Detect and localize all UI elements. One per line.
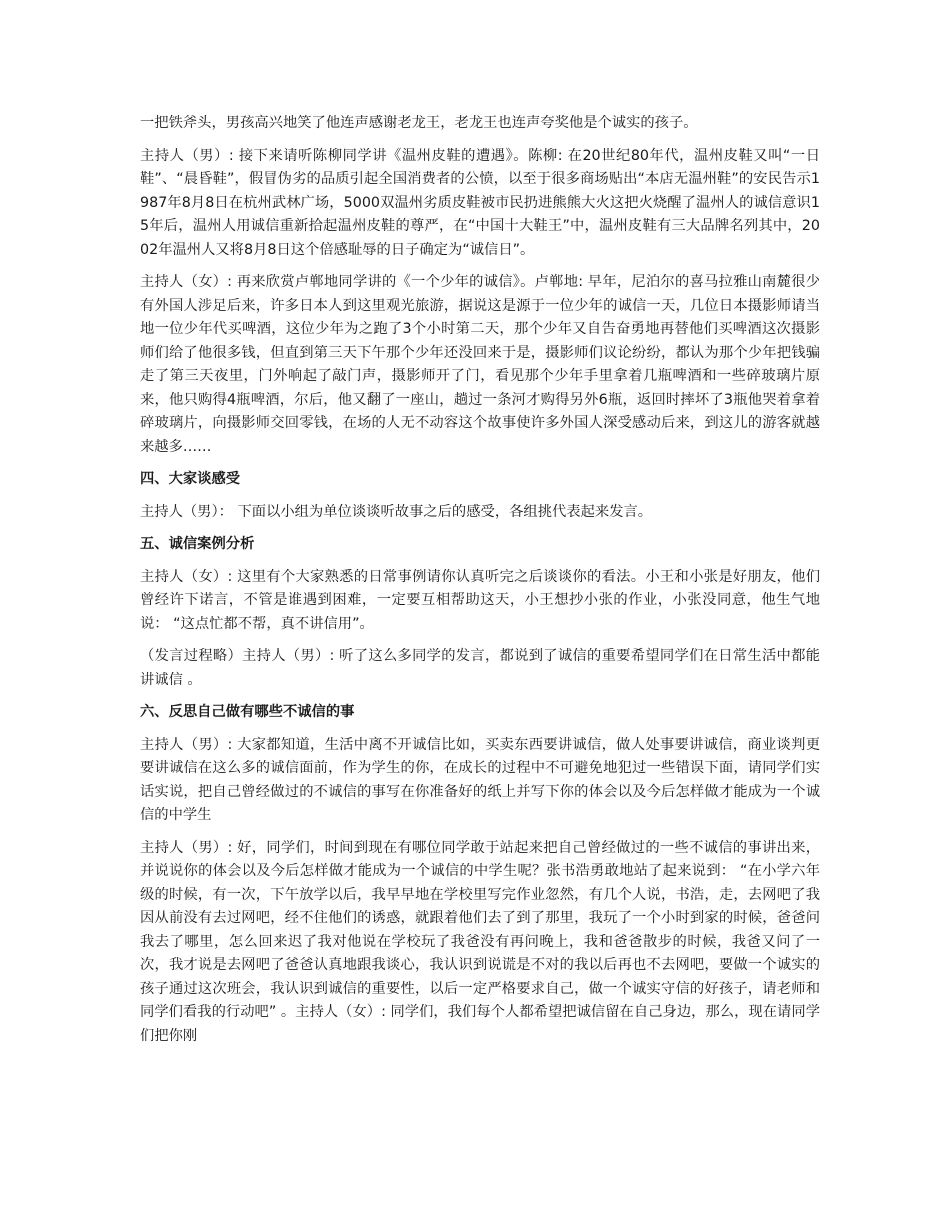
paragraph-speech-summary: （发言过程略）主持人（男）: 听了这么多同学的发言，都说到了诚信的重要希望同学们在日常生活中都能讲诚信 。 — [140, 648, 820, 688]
section-heading-4: 四、大家谈感受 — [140, 471, 241, 487]
paragraph-student-story: 主持人（男）: 好，同学们，时间到现在有哪位同学敢于站起来把自己曾经做过的一些不诚信的事讲出来，并说说你的体会以及今后怎样做才能成为一个诚信的中学生呢？张书浩勇敢地站了起来说到： “在小学六年级的时候，有一次，下午放学以后，我早早地在学校里写完作业忽然，有几个人说，书浩，走，去网吧了我因从前没有去过网吧，经不住他们的诱惑，就跟着他们去了到了那里，我玩了一个小时到家的时候，爸爸问我去了哪里，怎么回来迟了我对他说在学校玩了我爸没有再问晚上，我和爸爸散步的时候，我爸又问了一次，我才说是去网吧了爸爸认真地跟我谈心，我认识到说谎是不对的我以后再也不去网吧，要做一个诚实的孩子通过这次班会，我认识到诚信的重要性，以后一定严格要求自己，做一个诚实守信的好孩子，请老师和同学们看我的行动吧” 。主持人（女）: 同学们，我们每个人都希望把诚信留在自己身边，那么，现在请同学们把你刚 — [140, 839, 820, 1044]
paragraph-intro-ending: 一把铁斧头，男孩高兴地笑了他连声感谢老龙王，老龙王也连声夸奖他是个诚实的孩子。 — [140, 115, 698, 131]
section-heading-6: 六、反思自己做有哪些不诚信的事 — [140, 704, 355, 720]
paragraph-case-analysis: 主持人（女）: 这里有个大家熟悉的日常事例请你认真听完之后谈谈你的看法。小王和小张是好朋友，他们曾经许下诺言，不管是谁遇到困难，一定要互相帮助这天，小王想抄小张的作业，小张没同意，他生气地说： “这点忙都不帮，真不讲信用”。 — [140, 568, 820, 632]
document-page — [140, 112, 820, 1057]
paragraph-young-boy-honesty: 主持人（女）: 再来欣赏卢郸地同学讲的《一个少年的诚信》。卢郸地: 早年，尼泊尔的喜马拉雅山南麓很少有外国人涉足后来，许多日本人到这里观光旅游，据说这是源于一位少年的诚信一天，几位日本摄影师请当地一位少年代买啤酒，这位少年为之跑了3个小时第二天，那个少年又自告奋勇地再替他们买啤酒这次摄影师们给了他很多钱，但直到第三天下午那个少年还没回来于是，摄影师们议论纷纷，都认为那个少年把钱骗走了第三天夜里，门外响起了敲门声，摄影师开了门，看见那个少年手里拿着几瓶啤酒和一些碎玻璃片原来，他只购得4瓶啤酒，尔后，他又翻了一座山，趟过一条河才购得另外6瓶，返回时摔坏了3瓶他哭着拿着碎玻璃片，向摄影师交回零钱，在场的人无不动容这个故事使许多外国人深受感动后来，到这儿的游客就越来越多…… — [140, 274, 820, 455]
section-heading-5: 五、诚信案例分析 — [140, 536, 255, 552]
paragraph-wenzhou-shoes: 主持人（男）: 接下来请听陈柳同学讲《温州皮鞋的遭遇》。陈柳: 在20世纪80年代，温州皮鞋又叫“一日鞋”、“晨昏鞋”，假冒伪劣的品质引起全国消费者的公愤，以至于很多商场贴出“本店无温州鞋”的安民告示1987年8月8日在杭州武林广场，5000双温州劣质皮鞋被市民扔进熊熊大火这把火烧醒了温州人的诚信意识15年后，温州人用诚信重新拾起温州皮鞋的尊严，在“中国十大鞋王”中，温州皮鞋有三大品牌名列其中，2002年温州人又将8月8日这个倍感耻辱的日子确定为“诚信日”。 — [140, 147, 820, 258]
paragraph-reflection-prompt: 主持人（男）: 大家都知道，生活中离不开诚信比如，买卖东西要讲诚信，做人处事要讲诚信，商业谈判更要讲诚信在这么多的诚信面前，作为学生的你，在成长的过程中不可避免地犯过一些错误下面，请同学们实话实说，把自己曾经做过的不诚信的事写在你准备好的纸上并写下你的体会以及今后怎样做才能成为一个诚信的中学生 — [140, 736, 820, 823]
paragraph-group-feelings: 主持人（男）： 下面以小组为单位谈谈听故事之后的感受，各组挑代表起来发言。 — [140, 503, 653, 520]
